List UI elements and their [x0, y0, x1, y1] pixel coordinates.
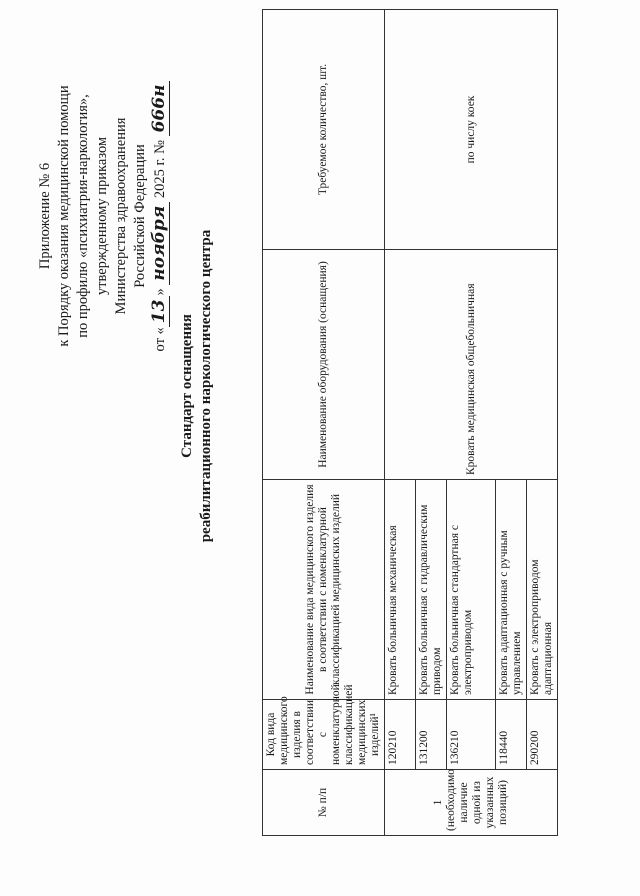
annex-line-3: по профилю «психиатрия-наркология»,	[75, 94, 91, 338]
date-year: 2025 г. №	[152, 140, 168, 199]
header-type-name: Наименование вида медицинского изделия в соответствии с номенклатурной классификацией медицинских изделий	[263, 480, 385, 700]
code-cell: 290200	[527, 700, 558, 770]
annex-line-6: Российской Федерации	[132, 144, 148, 288]
quantity-cell: по числу коек	[385, 10, 558, 250]
date-mid: »	[152, 288, 168, 296]
code-cell: 118440	[496, 700, 527, 770]
name-cell: Кровать больничная стандартная с электроприводом	[447, 480, 496, 700]
code-cell: 131200	[416, 700, 447, 770]
group-number-cell: 1 (необходимо наличие одной из указанных позиций)	[385, 770, 558, 836]
equipment-table	[262, 9, 558, 836]
equipment-cell: Кровать медицинская общебольничная	[385, 250, 558, 480]
header-quantity: Требуемое количество, шт.	[263, 10, 385, 250]
title-line-2: реабилитационного наркологического центра	[198, 229, 214, 543]
annex-header	[36, 36, 170, 396]
header-code: Код вида медицинского изделия в соответствии с номенклатурной классификацией медицинских изделий¹	[263, 700, 385, 770]
annex-line-4: утвержденному приказом	[94, 136, 110, 296]
name-cell: Кровать с электроприводом адаптационная	[527, 480, 558, 700]
code-cell: 120210	[385, 700, 416, 770]
header-equipment: Наименование оборудования (оснащения)	[263, 250, 385, 480]
header-num: № п/п	[263, 770, 385, 836]
order-number-handwritten: 666н	[149, 81, 170, 137]
date-month-handwritten: ноября	[149, 202, 170, 285]
annex-line-2: к Порядку оказания медицинской помощи	[56, 85, 72, 347]
code-cell: 136210	[447, 700, 496, 770]
annex-number: Приложение № 6	[37, 162, 53, 270]
name-cell: Кровать больничная с гидравлическим приводом	[416, 480, 447, 700]
table-header-row	[263, 10, 385, 836]
date-prefix: от «	[152, 327, 168, 352]
table-row	[385, 10, 416, 836]
annex-date-line	[150, 36, 170, 396]
date-day-handwritten: 13	[149, 296, 170, 328]
title-line-1: Стандарт оснащения	[179, 314, 195, 458]
document-title	[178, 126, 216, 646]
name-cell: Кровать больничная механическая	[385, 480, 416, 700]
annex-line-5: Министерства здравоохранения	[113, 117, 129, 315]
name-cell: Кровать адаптационная с ручным управлением	[496, 480, 527, 700]
